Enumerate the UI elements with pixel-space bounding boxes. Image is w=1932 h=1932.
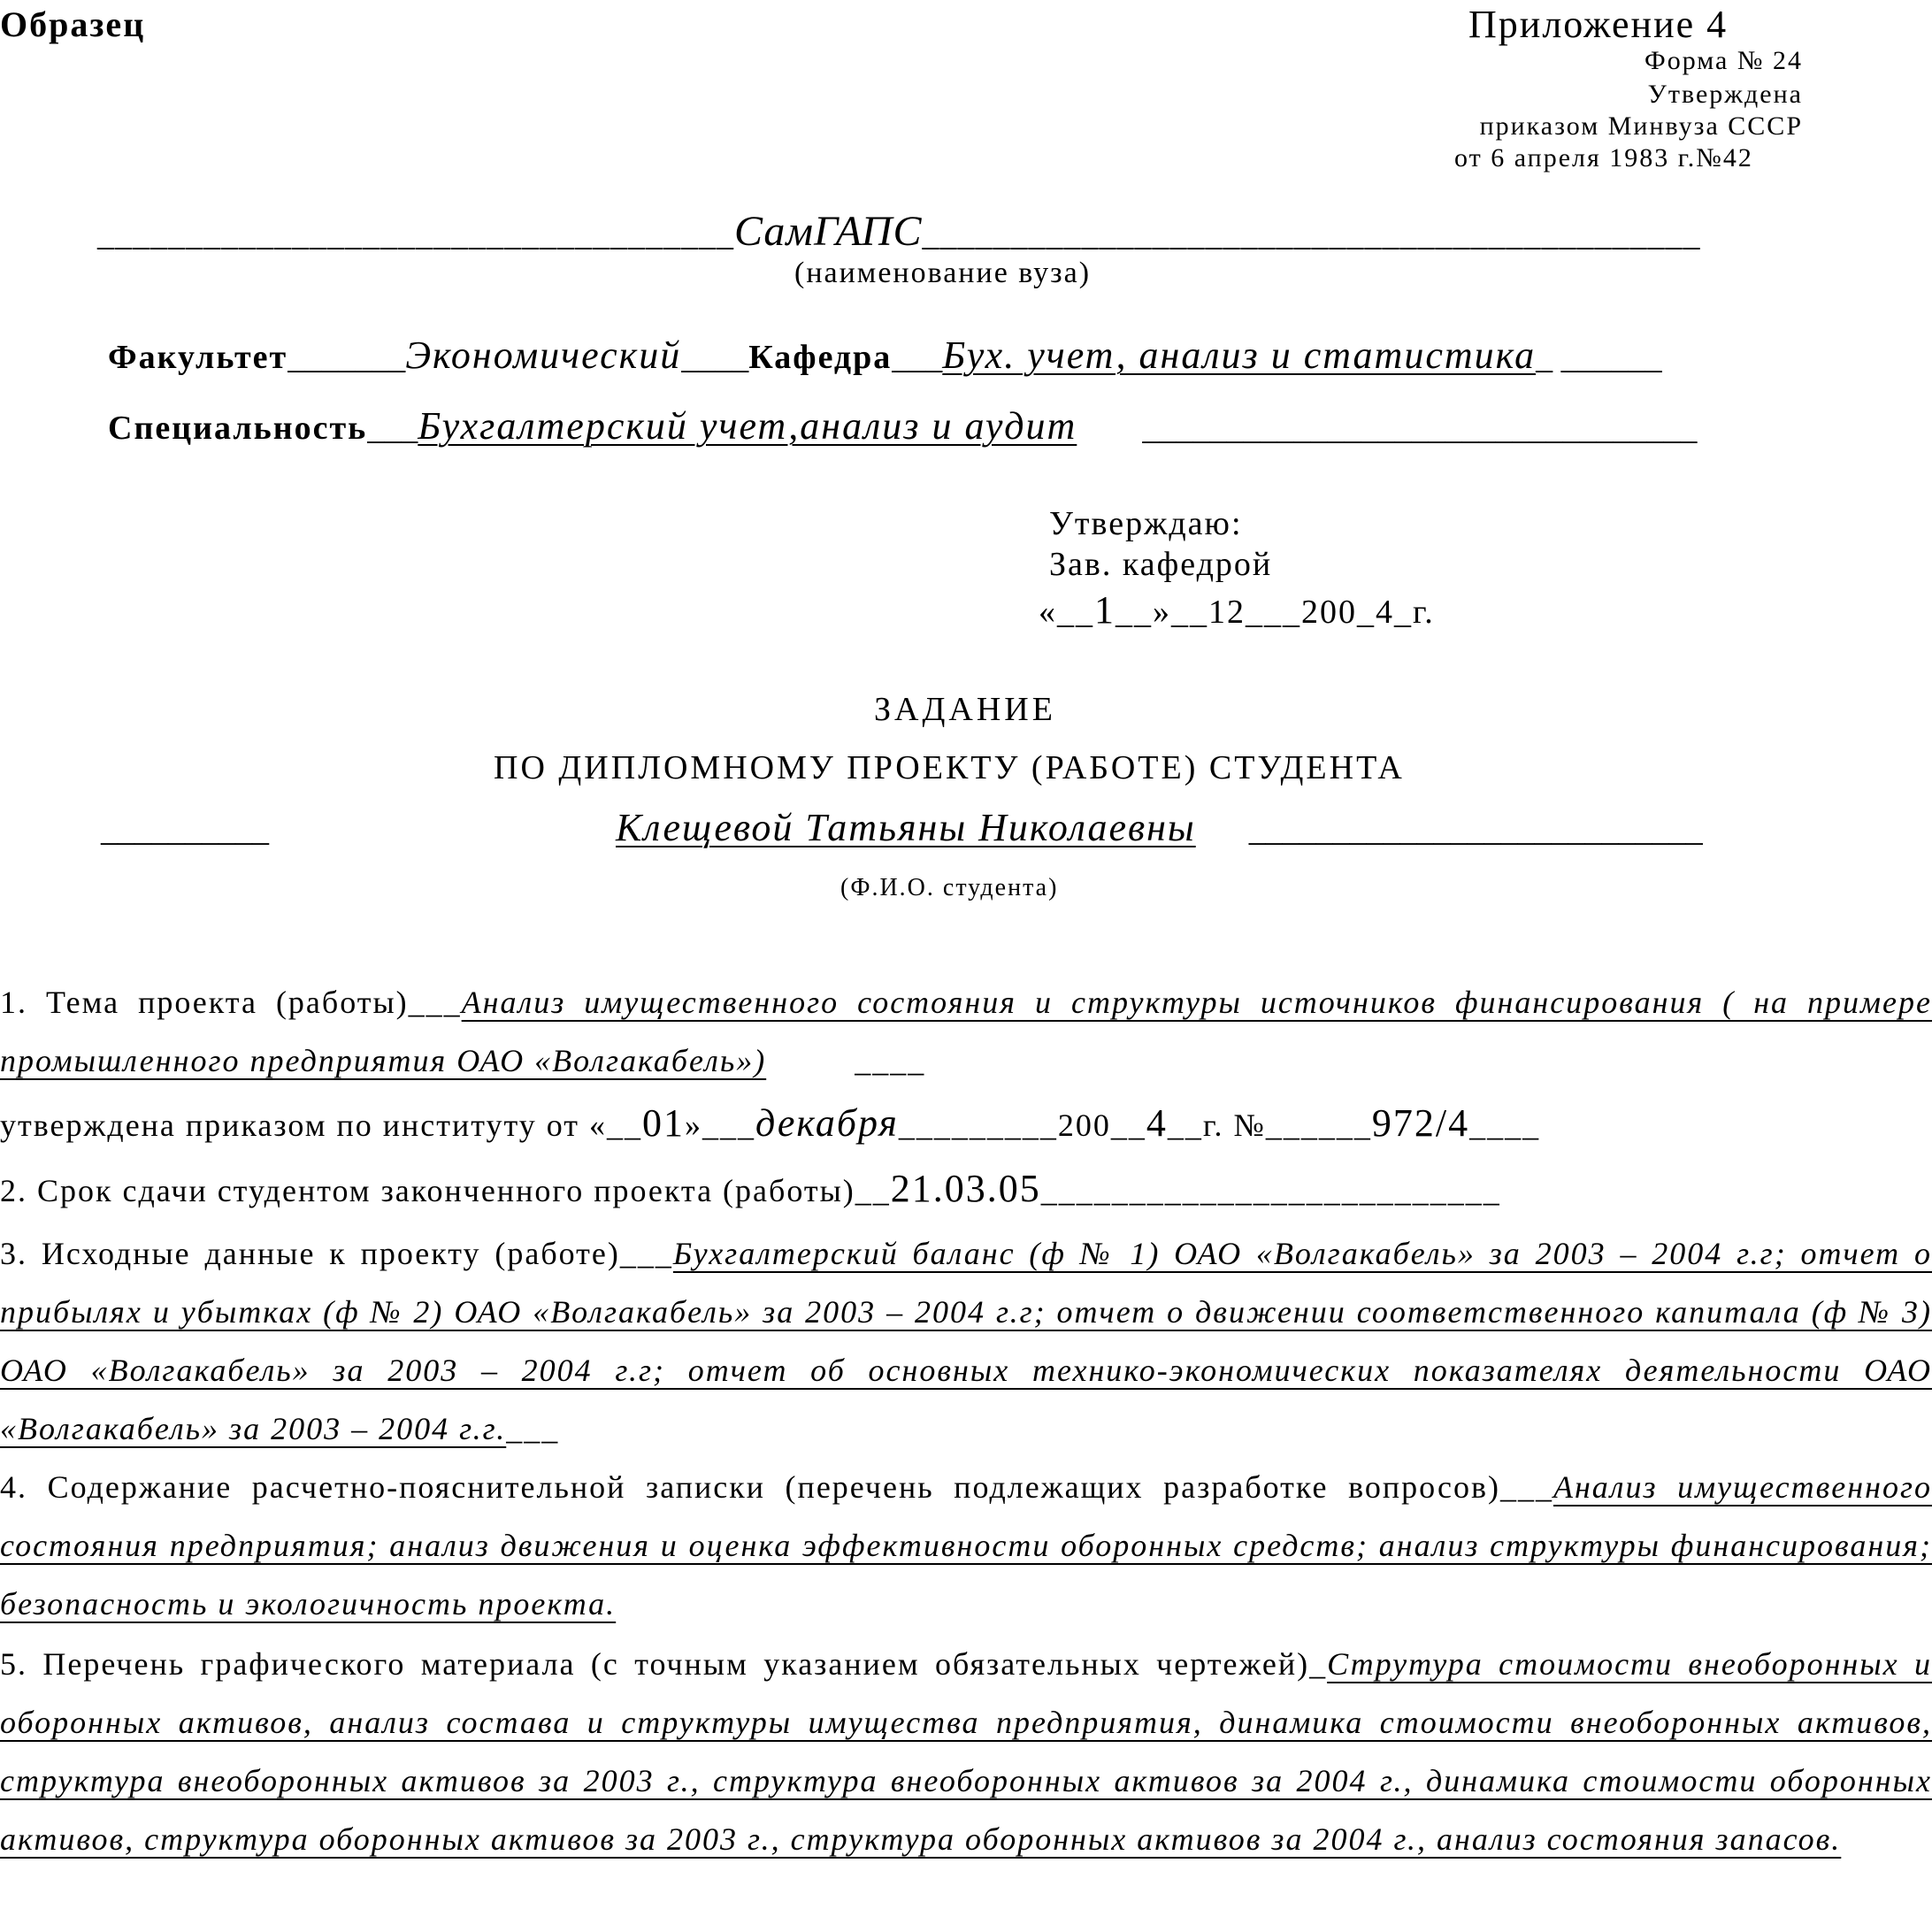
graphics-value: Струтура стоимости внеоборонных и оборонных активов, анализ состава и структуры имущества предприятия, динамика стоимости внеоборонных активов, структура внеоборонных активов за 2003 г., структура внеоборонных активов за 2004 г., динамика стоимости оборонных активов, структура оборонных активов за 2003 г., структура оборонных активов за 2004 г., анализ состояния запасов. [0, 1646, 1932, 1857]
approval-date-sep: __»__ [1116, 594, 1208, 631]
approval-year: 4 [1376, 594, 1394, 631]
university-name: СамГАПС [734, 208, 923, 255]
order-number: 972/4 [1371, 1101, 1470, 1145]
order-day: 01 [642, 1101, 686, 1145]
specialty-value: Бухгалтерский учет,анализ и аудит [418, 404, 1077, 448]
topic-paragraph [0, 973, 1932, 1090]
student-tail: ___________________________ [1248, 811, 1703, 848]
graphics-label: 5. Перечень графического материала (с точным указанием обязательных чертежей)_ [0, 1646, 1328, 1682]
specialty-tail: _________________________________ [1142, 410, 1698, 447]
specialty-gap: ___ [367, 410, 418, 447]
approval-date-sep: ___200_ [1246, 594, 1376, 631]
content-paragraph [0, 1458, 1932, 1633]
source-value: Бухгалтерский баланс (ф № 1) ОАО «Волгакабель» за 2003 – 2004 г.г; отчет о прибылях и убытках (ф № 2) ОАО «Волгакабель» за 2003 – 2004 г.г; отчет о движении соответственного капитала (ф № 3) ОАО «Волгакабель» за 2003 – 2004 г.г; отчет об основных технико-экономических показателях деятельности ОАО «Волгакабель» за 2003 – 2004 г.г. [0, 1236, 1932, 1446]
approve-label: Утверждаю: [1049, 505, 1243, 542]
content-value: Анализ имущественного состояния предприятия; анализ движения и оценка эффективности оборонных средств; анализ структуры финансирования; безопасность и экологичность проекта. [0, 1469, 1932, 1622]
graphics-paragraph [0, 1635, 1932, 1868]
order-month: декабря [755, 1101, 899, 1145]
topic-tail: ____ [855, 1043, 926, 1078]
deadline-tail: __________________________ [1040, 1173, 1501, 1208]
appendix-label: Приложение 4 [1468, 3, 1729, 46]
form-number: Форма № 24 [1644, 46, 1803, 75]
order-date: от 6 апреля 1983 г.№42 [1454, 143, 1753, 172]
order-sep: __г. №______ [1167, 1108, 1372, 1143]
university-tail: ____________________________________________ [922, 216, 1701, 253]
source-tail: ___ [506, 1411, 560, 1446]
order-year: 4 [1146, 1101, 1168, 1145]
head-of-dept-label: Зав. кафедрой [1049, 546, 1273, 583]
document-subtitle: ПО ДИПЛОМНОМУ ПРОЕКТУ (РАБОТЕ) СТУДЕНТА [494, 749, 1405, 786]
faculty-gap: ____ [681, 339, 749, 376]
document-title: ЗАДАНИЕ [874, 691, 1056, 728]
student-line [101, 805, 1703, 850]
topic-value: Анализ имущественного состояния и структуры источников финансирования ( на примере промышленного предприятия ОАО «Волгакабель») [0, 985, 1932, 1078]
order-ref: приказом Минвуза СССР [1479, 111, 1803, 141]
department-gap: ___ [892, 339, 943, 376]
department-value: Бух. учет, анализ и статистика [942, 334, 1537, 377]
university-lead: ____________________________________ [97, 216, 734, 253]
approval-day: 1 [1094, 588, 1116, 632]
approval-date-end: _г. [1394, 594, 1435, 631]
order-line [0, 1100, 1540, 1146]
approval-month: 12 [1208, 594, 1246, 631]
approval-date [1039, 587, 1435, 632]
sample-label: Образец [0, 4, 146, 44]
student-caption: (Ф.И.О. студента) [840, 874, 1059, 901]
student-lead: __________ [101, 811, 269, 848]
deadline-label: 2. Срок сдачи студентом законченного проекта (работы)__ [0, 1173, 891, 1208]
university-caption: (наименование вуза) [794, 257, 1092, 289]
approved-label: Утверждена [1647, 80, 1803, 109]
source-paragraph [0, 1224, 1932, 1458]
faculty-line [108, 333, 1662, 378]
faculty-value: Экономический [405, 334, 682, 377]
student-name: Клещевой Татьяны Николаевны [616, 806, 1196, 849]
order-sep: _________200__ [898, 1108, 1146, 1143]
university-line [97, 207, 1700, 256]
order-sep: »___ [685, 1108, 756, 1143]
faculty-label: Факультет [108, 339, 288, 376]
content-label: 4. Содержание расчетно-пояснительной записки (перечень подлежащих разработке вопросов)___ [0, 1469, 1553, 1505]
deadline-line [0, 1166, 1501, 1211]
order-label: утверждена приказом по институту от «__ [0, 1108, 643, 1143]
order-tail: ____ [1469, 1108, 1541, 1143]
deadline-value: 21.03.05 [890, 1167, 1041, 1210]
approval-date-open: «__ [1039, 594, 1094, 631]
source-label: 3. Исходные данные к проекту (работе)___ [0, 1236, 673, 1271]
specialty-label: Специальность [108, 410, 368, 447]
department-tail: _ ______ [1536, 339, 1662, 376]
faculty-gap: _______ [288, 339, 406, 376]
specialty-line [108, 403, 1697, 448]
topic-label: 1. Тема проекта (работы)___ [0, 985, 462, 1020]
department-label: Кафедра [748, 339, 893, 376]
